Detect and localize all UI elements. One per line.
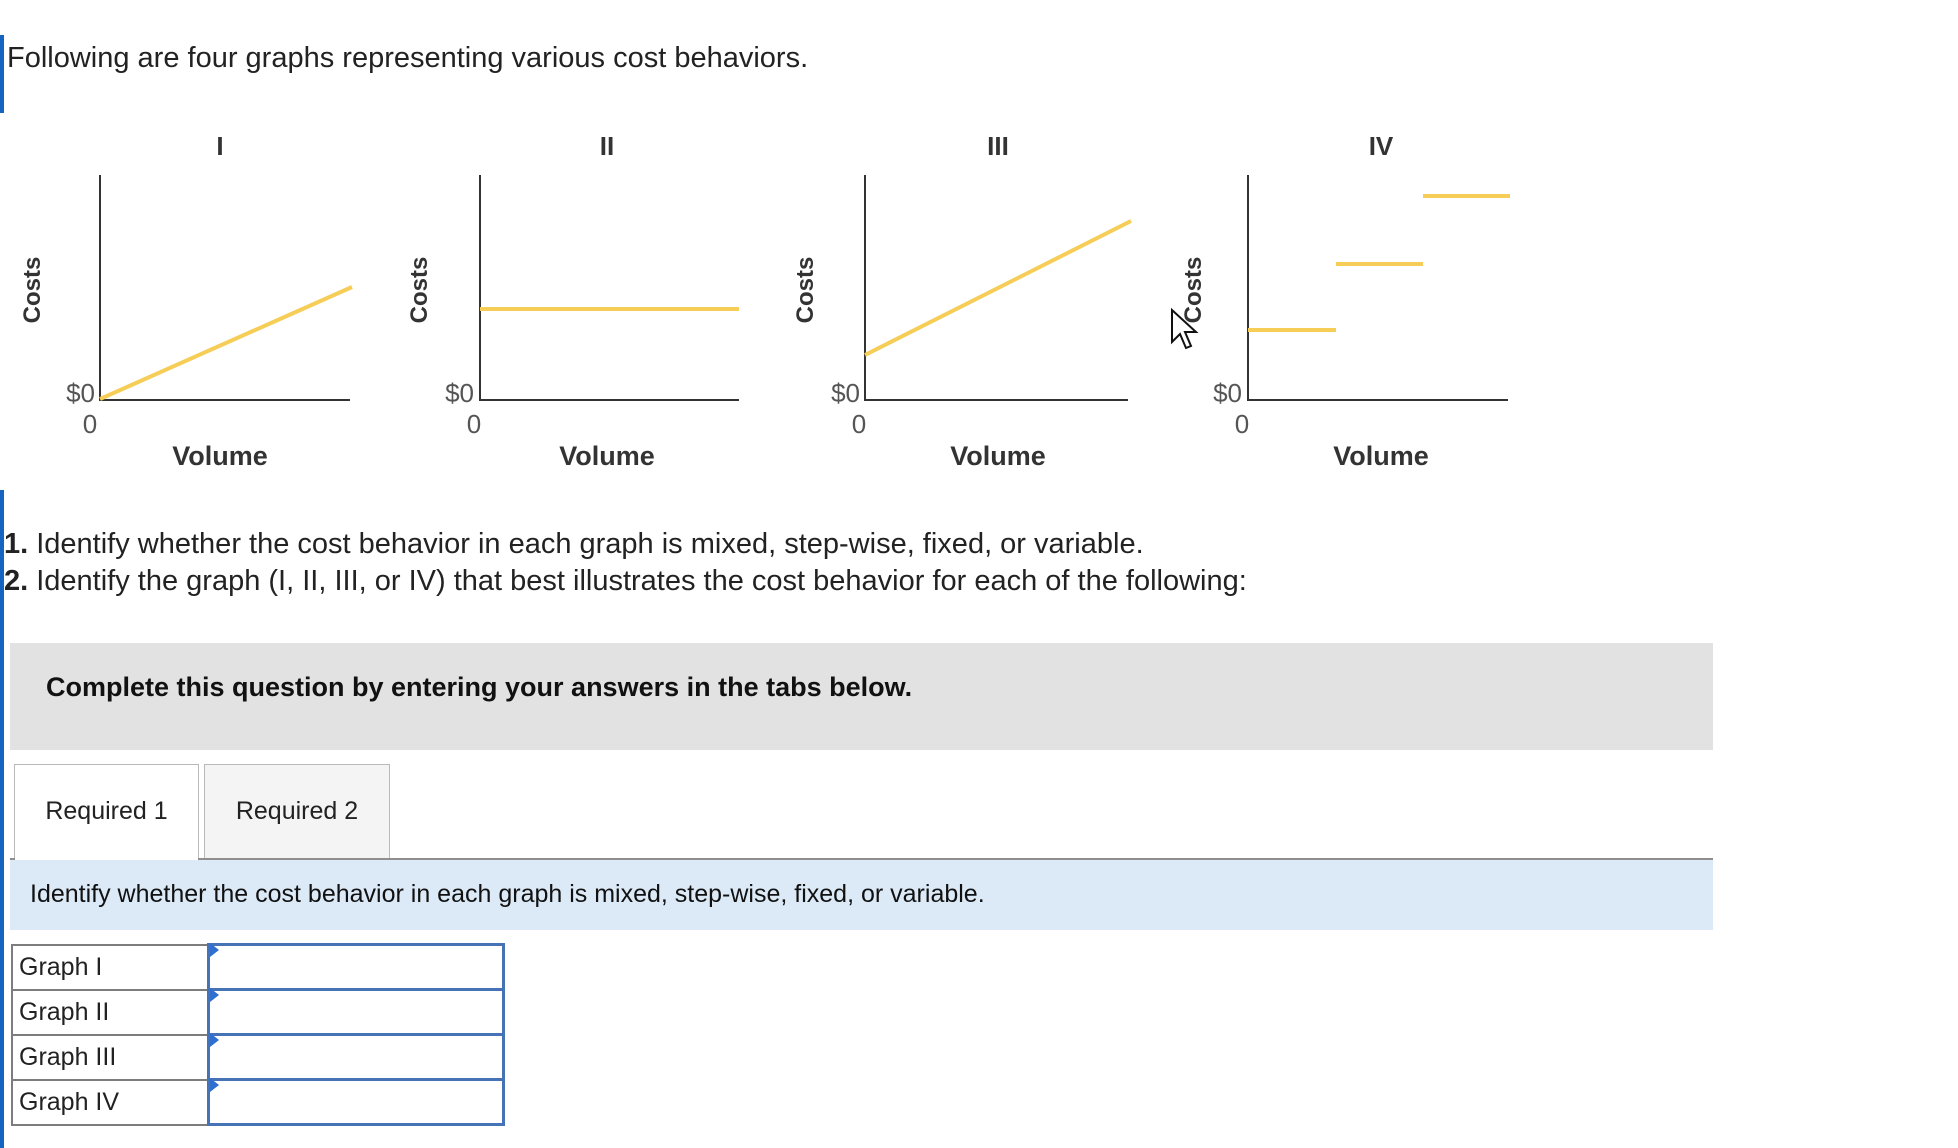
answer-cell[interactable] bbox=[208, 945, 503, 990]
y-axis-label: Costs bbox=[1180, 256, 1207, 324]
instruction-text: Identify the graph (I, II, III, or IV) that best illustrates the cost behavior for each of the following: bbox=[28, 565, 1247, 597]
answer-table bbox=[11, 943, 505, 1126]
graph-ii bbox=[402, 120, 782, 490]
answer-dropdown-graph-i[interactable] bbox=[210, 947, 502, 987]
tab-prompt-bar bbox=[10, 860, 1713, 930]
answer-dropdown-graph-iii[interactable] bbox=[210, 1037, 502, 1077]
banner-text: Complete this question by entering your answers in the tabs below. bbox=[46, 672, 913, 702]
answer-dropdown-graph-iv[interactable] bbox=[210, 1082, 502, 1122]
x-origin-label: 0 bbox=[851, 409, 867, 439]
graph-title: IV bbox=[1368, 131, 1394, 161]
dropdown-flag-icon bbox=[210, 1033, 219, 1047]
graph-iv bbox=[1176, 120, 1556, 490]
graph-title: II bbox=[599, 131, 615, 161]
axes bbox=[1248, 175, 1508, 400]
instruction-number: 2. bbox=[4, 565, 29, 597]
x-axis-label: Volume bbox=[1333, 441, 1429, 471]
table-row bbox=[12, 1080, 503, 1125]
graph-iii bbox=[788, 120, 1168, 490]
instruction-2 bbox=[4, 565, 1247, 598]
graph-i bbox=[15, 120, 395, 490]
answer-cell[interactable] bbox=[208, 1035, 503, 1080]
axes bbox=[100, 175, 350, 400]
y-origin-label: $0 bbox=[831, 378, 860, 408]
x-origin-label: 0 bbox=[466, 409, 482, 439]
table-row bbox=[12, 1035, 503, 1080]
x-origin-label: 0 bbox=[1234, 409, 1250, 439]
instruction-number: 1. bbox=[4, 528, 29, 560]
cost-line bbox=[100, 287, 352, 399]
table-row bbox=[12, 945, 503, 990]
answer-cell[interactable] bbox=[208, 1080, 503, 1125]
y-axis-label: Costs bbox=[19, 256, 46, 324]
y-axis-label: Costs bbox=[792, 256, 819, 324]
row-label: Graph II bbox=[12, 990, 208, 1035]
dropdown-flag-icon bbox=[210, 988, 219, 1002]
tab-required-2[interactable]: Required 2 bbox=[204, 764, 390, 859]
instruction-banner bbox=[10, 643, 1713, 750]
row-label: Graph III bbox=[12, 1035, 208, 1080]
row-label: Graph I bbox=[12, 945, 208, 990]
answer-cell[interactable] bbox=[208, 990, 503, 1035]
x-axis-label: Volume bbox=[559, 441, 655, 471]
graph-title: I bbox=[216, 131, 224, 161]
axes bbox=[480, 175, 739, 400]
y-origin-label: $0 bbox=[66, 378, 95, 408]
y-origin-label: $0 bbox=[1213, 378, 1242, 408]
answer-dropdown-graph-ii[interactable] bbox=[210, 992, 502, 1032]
table-row bbox=[12, 990, 503, 1035]
tab-prompt-text: Identify whether the cost behavior in each graph is mixed, step-wise, fixed, or variable. bbox=[30, 880, 985, 908]
instruction-1 bbox=[4, 528, 1144, 561]
graph-title: III bbox=[987, 131, 1009, 161]
cost-line bbox=[865, 221, 1131, 355]
left-accent-rule-top bbox=[0, 35, 4, 113]
x-axis-label: Volume bbox=[172, 441, 268, 471]
dropdown-flag-icon bbox=[210, 943, 219, 957]
x-origin-label: 0 bbox=[82, 409, 98, 439]
y-axis-label: Costs bbox=[406, 256, 433, 324]
tab-required-1[interactable]: Required 1 bbox=[14, 764, 199, 861]
row-label: Graph IV bbox=[12, 1080, 208, 1125]
dropdown-flag-icon bbox=[210, 1078, 219, 1092]
intro-text: Following are four graphs representing various cost behaviors. bbox=[7, 42, 809, 74]
x-axis-label: Volume bbox=[950, 441, 1046, 471]
instruction-text: Identify whether the cost behavior in each graph is mixed, step-wise, fixed, or variable. bbox=[28, 528, 1144, 560]
y-origin-label: $0 bbox=[445, 378, 474, 408]
